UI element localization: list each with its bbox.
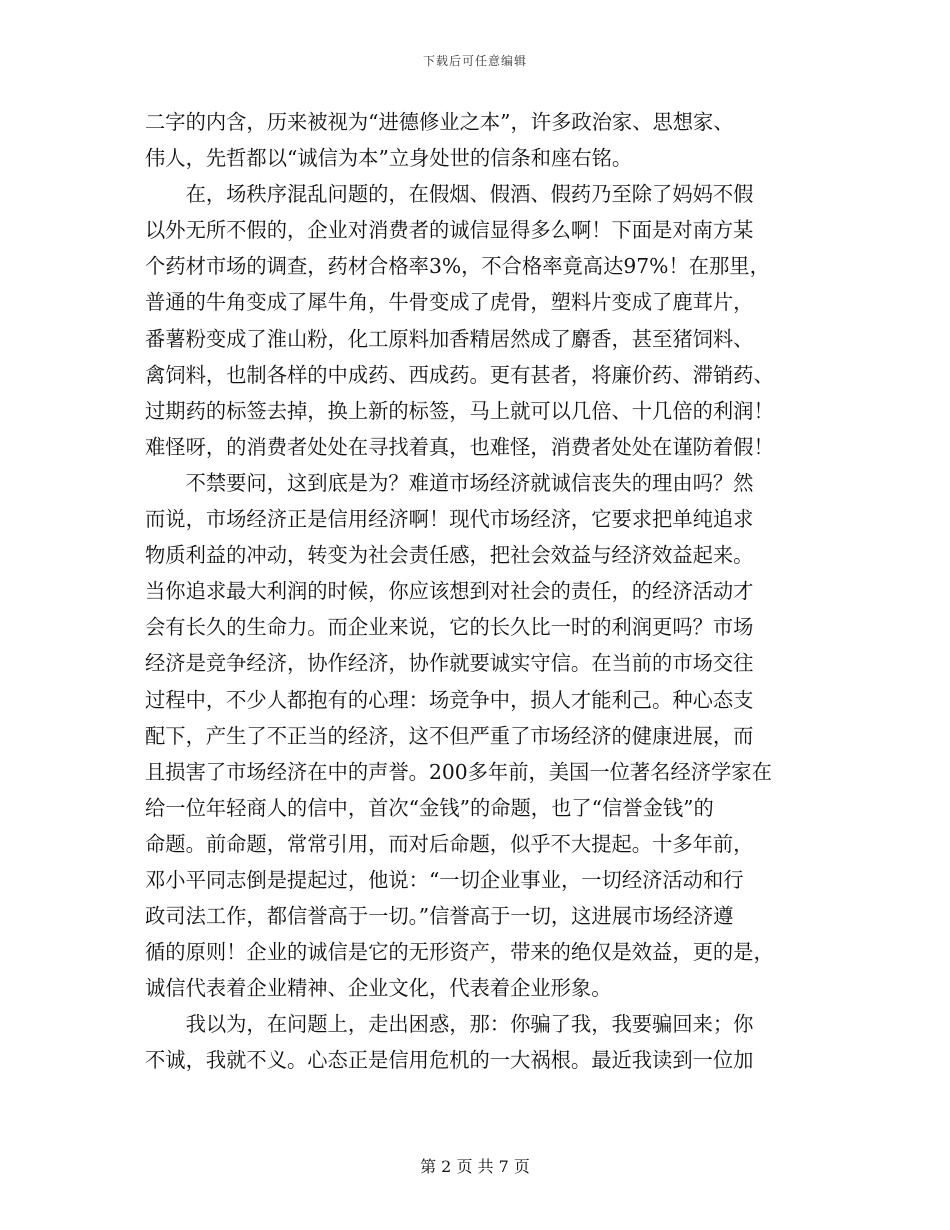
text-line: 伟人，先哲都以“诚信为本”立身处世的信条和座右铭。 — [145, 146, 633, 171]
text-line: 以外无所不假的，企业对消费者的诚信显得多么啊！下面是对南方某 — [145, 218, 754, 243]
text-line: 且损害了市场经济在中的声誉。200多年前，美国一位著名经济学家在 — [145, 759, 772, 784]
page-number-footer: 第 2 页 共 7 页 — [420, 1157, 530, 1176]
text-line: 物质利益的冲动，转变为社会责任感，把社会效益与经济效益起来。 — [145, 543, 754, 568]
text-line: 二字的内含，历来被视为“进德修业之本”，许多政治家、思想家、 — [145, 110, 734, 134]
document-body — [145, 104, 810, 1079]
text-line: 配下，产生了不正当的经济，这不但严重了市场经济的健康进展，而 — [145, 723, 754, 748]
page-header: 下载后可任意编辑 — [422, 54, 527, 68]
text-line: 番薯粉变成了淮山粉，化工原料加香精居然成了麝香，甚至猪饲料、 — [145, 326, 754, 351]
text-line: 我以为，在问题上，走出困惑，那：你骗了我，我要骗回来；你 — [145, 1012, 754, 1037]
text-line: 会有长久的生命力。而企业来说，它的长久比一时的利润更吗？市场 — [145, 615, 754, 640]
text-line: 而说，市场经济正是信用经济啊！现代市场经济，它要求把单纯追求 — [145, 507, 754, 532]
text-line: 邓小平同志倒是提起过，他说：“一切企业事业，一切经济活动和行 — [145, 867, 744, 892]
text-line: 命题。前命题，常常引用，而对后命题，似乎不大提起。十多年前， — [145, 831, 754, 856]
text-line: 诚信代表着企业精神、企业文化，代表着企业形象。 — [145, 976, 612, 1001]
text-line: 给一位年轻商人的信中，首次“金钱”的命题，也了“信誉金钱”的 — [145, 795, 714, 820]
text-line: 普通的牛角变成了犀牛角，牛骨变成了虎骨，塑料片变成了鹿茸片， — [145, 290, 754, 315]
text-line: 个药材市场的调查，药材合格率3%，不合格率竟高达97%！在那里， — [145, 254, 770, 279]
text-line: 过程中，不少人都抱有的心理：场竞争中，损人才能利己。种心态支 — [145, 687, 754, 712]
text-line: 不禁要问，这到底是为？难道市场经济就诚信丧失的理由吗？然 — [145, 470, 754, 495]
text-line: 不诚，我就不义。心态正是信用危机的一大祸根。最近我读到一位加 — [145, 1048, 754, 1073]
text-line: 难怪呀，的消费者处处在寻找着真，也难怪，消费者处处在谨防着假！ — [145, 434, 774, 459]
text-line: 在，场秩序混乱问题的，在假烟、假酒、假药乃至除了妈妈不假 — [145, 182, 754, 207]
text-line: 经济是竞争经济，协作经济，协作就要诚实守信。在当前的市场交往 — [145, 651, 754, 676]
text-line: 过期药的标签去掉，换上新的标签，马上就可以几倍、十几倍的利润！ — [145, 398, 774, 423]
text-line: 政司法工作，都信誉高于一切。”信誉高于一切，这进展市场经济遵 — [145, 904, 734, 929]
text-line: 循的原则！企业的诚信是它的无形资产，带来的绝仅是效益，更的是， — [145, 940, 774, 965]
text-line: 禽饲料，也制各样的中成药、西成药。更有甚者，将廉价药、滞销药、 — [145, 362, 774, 387]
text-line: 当你追求最大利润的时候，你应该想到对社会的责任，的经济活动才 — [145, 579, 754, 604]
